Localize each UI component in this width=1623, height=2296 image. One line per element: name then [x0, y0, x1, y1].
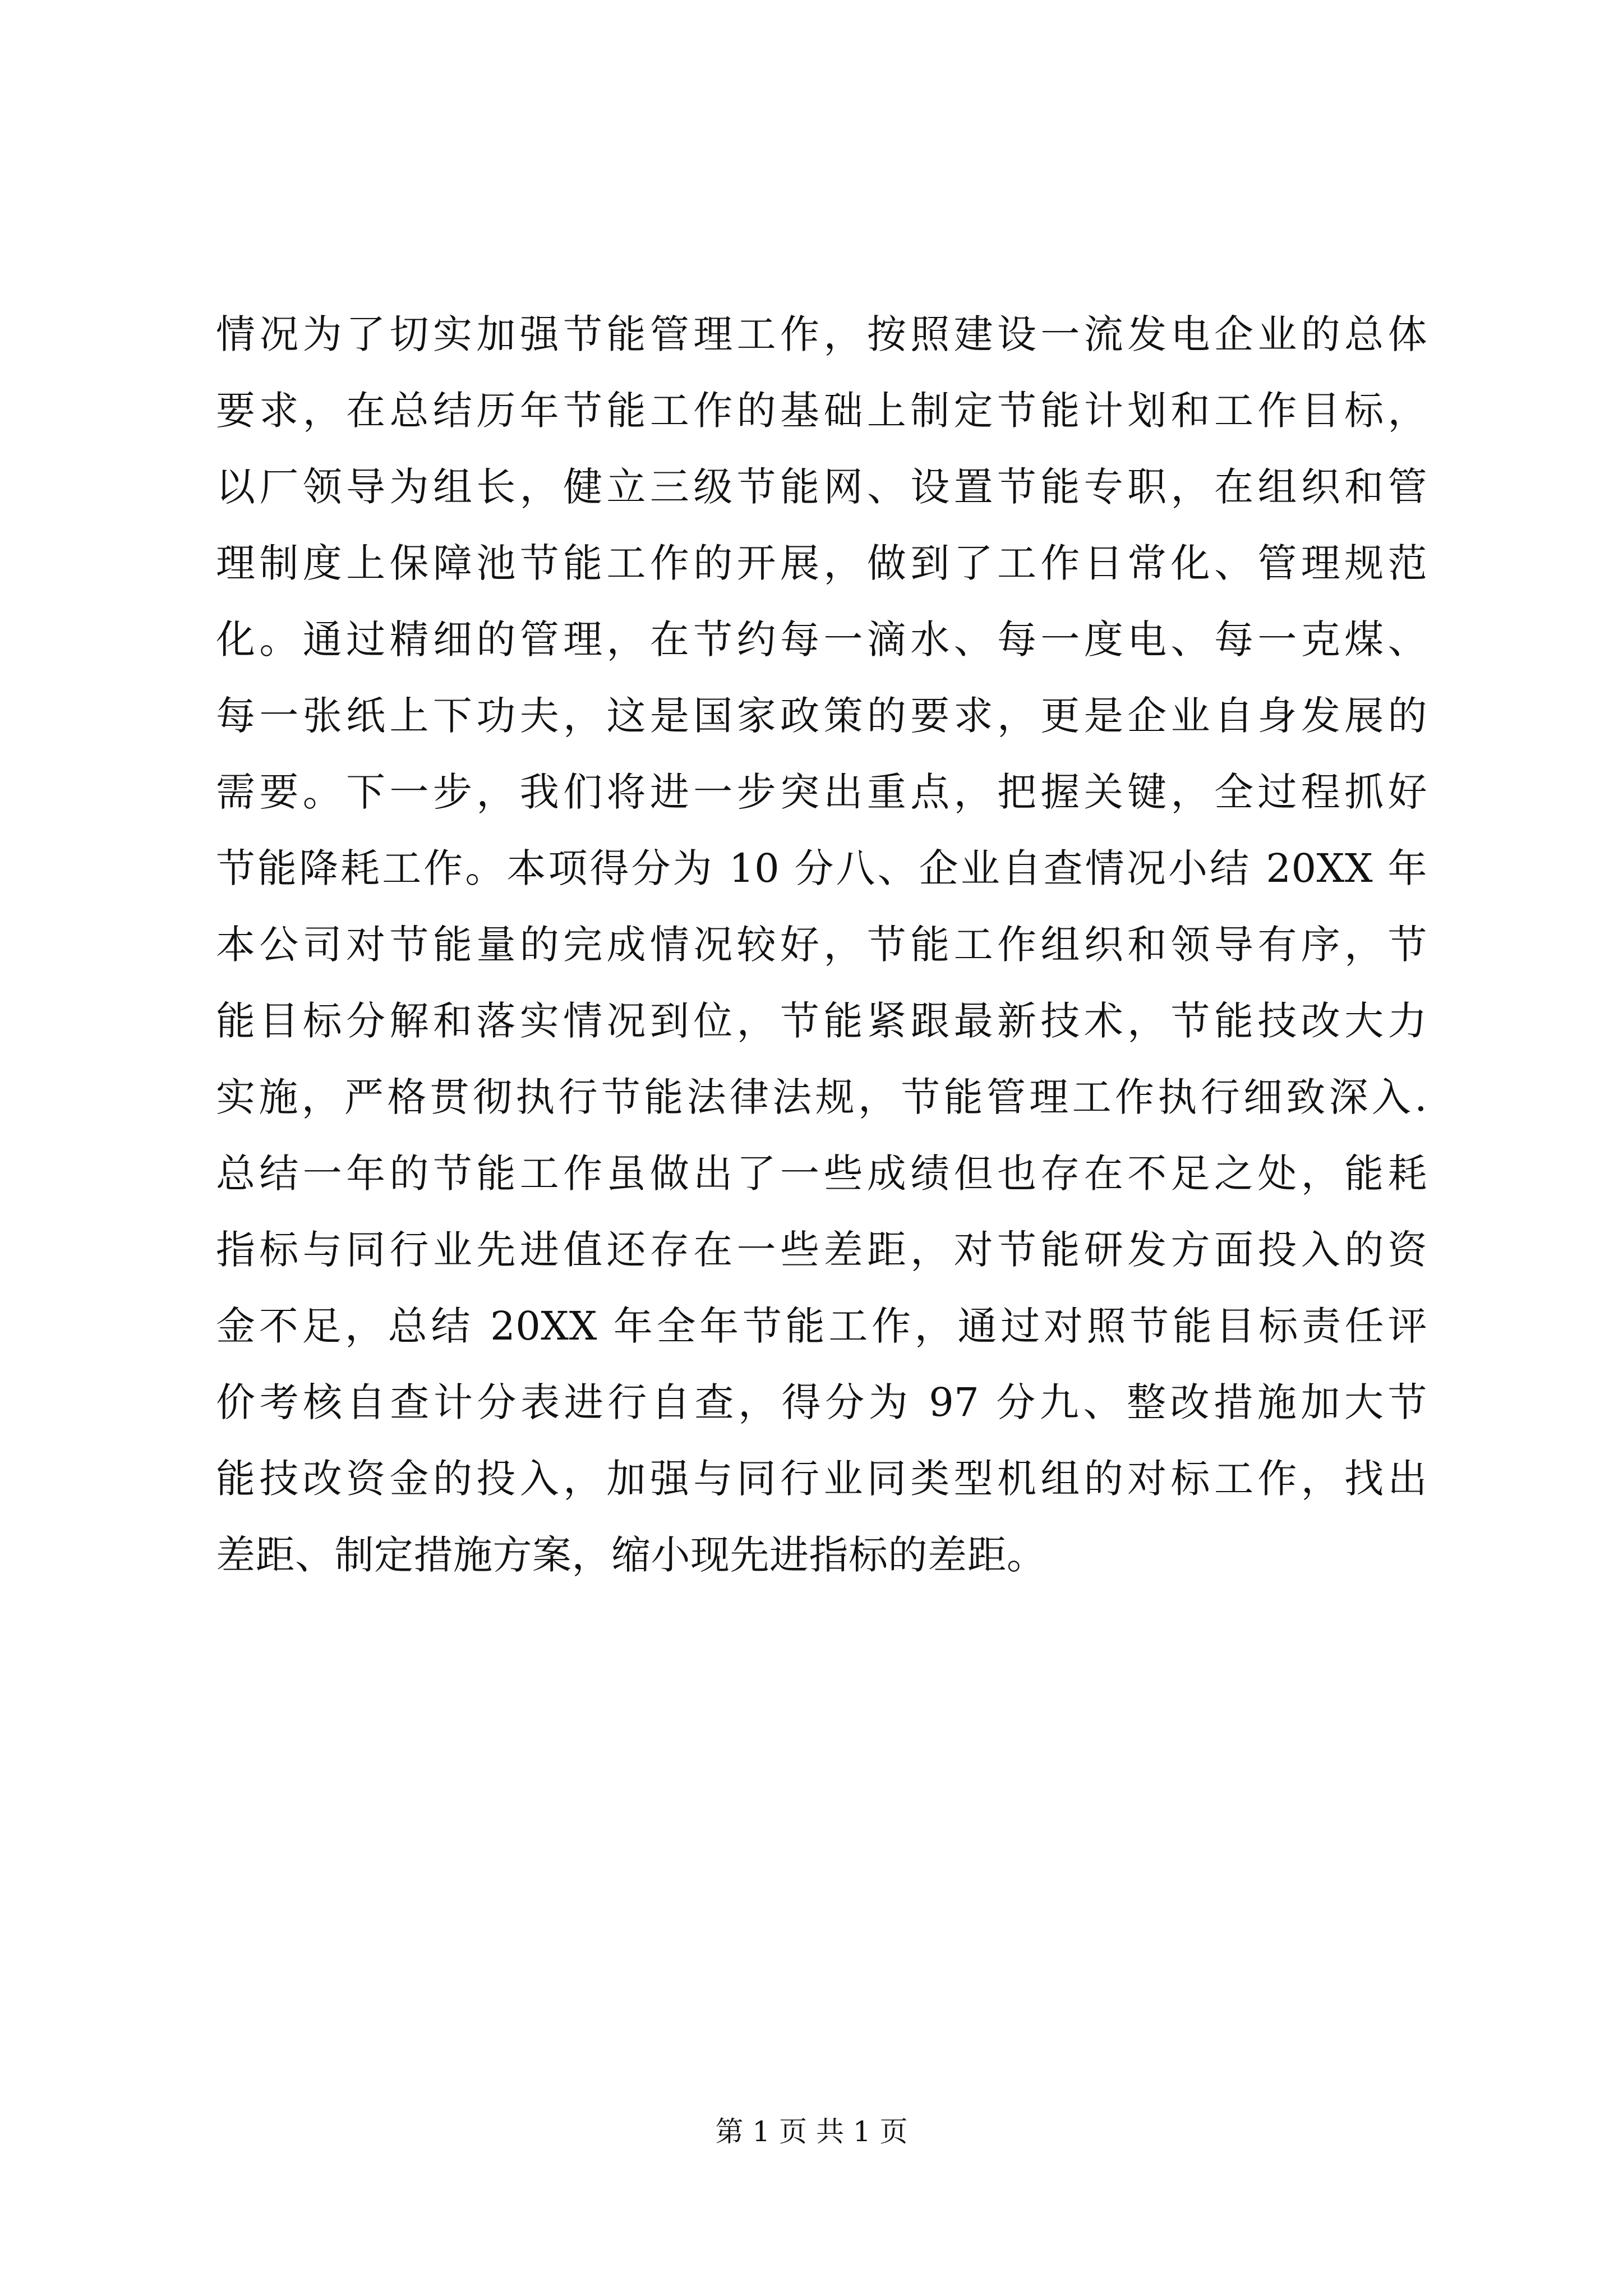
text-line: 总结一年的节能工作虽做出了一些成绩但也存在不足之处，能耗	[216, 1151, 1427, 1197]
text-line: 每一张纸上下功夫，这是国家政策的要求，更是企业自身发展的	[216, 693, 1427, 739]
text-line: 价考核自查计分表进行自查，得分为 97 分九、整改措施加大节	[216, 1379, 1427, 1425]
text-line: 实施，严格贯彻执行节能法律法规，节能管理工作执行细致深入.	[216, 1074, 1427, 1120]
page-number-label: 第 1 页 共 1 页	[715, 2115, 908, 2148]
text-line: 本公司对节能量的完成情况较好，节能工作组织和领导有序，节	[216, 922, 1427, 968]
text-line: 指标与同行业先进值还存在一些差距，对节能研发方面投入的资	[216, 1227, 1427, 1273]
text-line: 以厂领导为组长，健立三级节能网、设置节能专职，在组织和管	[216, 464, 1427, 510]
text-line: 节能降耗工作。本项得分为 10 分八、企业自查情况小结 20XX 年	[216, 845, 1427, 891]
text-line: 需要。下一步，我们将进一步突出重点，把握关键，全过程抓好	[216, 769, 1427, 815]
text-line: 能技改资金的投入，加强与同行业同类型机组的对标工作，找出	[216, 1456, 1427, 1502]
text-line: 化。通过精细的管理，在节约每一滴水、每一度电、每一克煤、	[216, 616, 1427, 662]
page-footer	[0, 2112, 1623, 2151]
text-line: 能目标分解和落实情况到位，节能紧跟最新技术，节能技改大力	[216, 998, 1427, 1044]
text-line: 理制度上保障池节能工作的开展，做到了工作日常化、管理规范	[216, 540, 1427, 586]
text-line: 金不足，总结 20XX 年全年节能工作，通过对照节能目标责任评	[216, 1303, 1427, 1349]
body-text	[216, 296, 1427, 1593]
text-line: 情况为了切实加强节能管理工作，按照建设一流发电企业的总体	[216, 311, 1427, 357]
text-line: 要求，在总结历年节能工作的基础上制定节能计划和工作目标，	[216, 388, 1427, 434]
text-line: 差距、制定措施方案，缩小现先进指标的差距。	[216, 1532, 1046, 1578]
